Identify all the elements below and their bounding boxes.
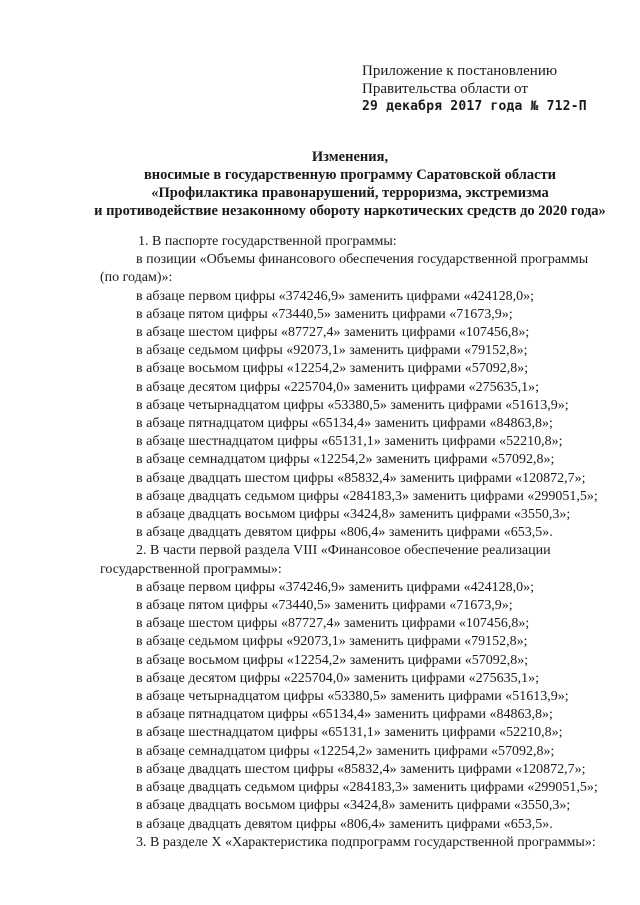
list-item: в абзаце пятнадцатом цифры «65134,4» заменить цифрами «84863,8»;: [136, 416, 553, 432]
section-1-list: [100, 288, 600, 543]
section-2-list: [100, 579, 600, 834]
list-item: в абзаце шестом цифры «87727,4» заменить цифрами «107456,8»;: [136, 325, 530, 341]
list-item: в абзаце восьмом цифры «12254,2» заменить цифрами «57092,8»;: [136, 652, 529, 668]
list-item: в абзаце двадцать девятом цифры «806,4» заменить цифрами «653,5».: [136, 525, 553, 541]
date-number-stamp: 29 декабря 2017 года № 712-П: [362, 99, 587, 114]
title-line-1: Изменения,: [311, 149, 389, 165]
list-item: в абзаце десятом цифры «225704,0» заменить цифрами «275635,1»;: [136, 379, 540, 395]
list-item: в абзаце десятом цифры «225704,0» заменить цифрами «275635,1»;: [136, 670, 540, 686]
header-line-1: Приложение к постановлению: [362, 63, 558, 79]
header-line-2: Правительства области от: [362, 81, 528, 97]
list-item: в абзаце пятнадцатом цифры «65134,4» заменить цифрами «84863,8»;: [136, 707, 553, 723]
list-item: в абзаце шестом цифры «87727,4» заменить цифрами «107456,8»;: [136, 616, 530, 632]
section-1-intro: в позиции «Объемы финансового обеспечения государственной программы: [136, 252, 589, 268]
section-2-heading: 2. В части первой раздела VIII «Финансовое обеспечение реализации: [136, 543, 551, 559]
section-3-heading: 3. В разделе X «Характеристика подпрограмм государственной программы»:: [136, 834, 596, 850]
list-item: в абзаце четырнадцатом цифры «53380,5» заменить цифрами «51613,9»;: [136, 689, 569, 705]
document-body: [100, 233, 600, 852]
list-item: в абзаце двадцать восьмом цифры «3424,8» заменить цифрами «3550,3»;: [136, 798, 571, 814]
section-2-heading-cont: государственной программы»:: [100, 561, 282, 577]
list-item: в абзаце двадцать седьмом цифры «284183,3» заменить цифрами «299051,5»;: [136, 488, 598, 504]
list-item: в абзаце двадцать восьмом цифры «3424,8» заменить цифрами «3550,3»;: [136, 507, 571, 523]
list-item: в абзаце семнадцатом цифры «12254,2» заменить цифрами «57092,8»;: [136, 743, 555, 759]
list-item: в абзаце четырнадцатом цифры «53380,5» заменить цифрами «51613,9»;: [136, 397, 569, 413]
list-item: в абзаце восьмом цифры «12254,2» заменить цифрами «57092,8»;: [136, 361, 529, 377]
list-item: в абзаце двадцать шестом цифры «85832,4» заменить цифрами «120872,7»;: [136, 761, 586, 777]
list-item: в абзаце двадцать седьмом цифры «284183,3» заменить цифрами «299051,5»;: [136, 780, 598, 796]
list-item: в абзаце седьмом цифры «92073,1» заменить цифрами «79152,8»;: [136, 634, 528, 650]
list-item: в абзаце первом цифры «374246,9» заменить цифрами «424128,0»;: [136, 579, 534, 595]
appendix-header: [362, 62, 612, 116]
list-item: в абзаце седьмом цифры «92073,1» заменить цифрами «79152,8»;: [136, 343, 528, 359]
title-line-4: и противодействие незаконному обороту наркотических средств до 2020 года»: [94, 203, 606, 219]
list-item: в абзаце первом цифры «374246,9» заменить цифрами «424128,0»;: [136, 288, 534, 304]
title-line-3: «Профилактика правонарушений, терроризма, экстремизма: [151, 185, 549, 201]
list-item: в абзаце двадцать девятом цифры «806,4» заменить цифрами «653,5».: [136, 816, 553, 832]
list-item: в абзаце шестнадцатом цифры «65131,1» заменить цифрами «52210,8»;: [136, 725, 563, 741]
list-item: в абзаце шестнадцатом цифры «65131,1» заменить цифрами «52210,8»;: [136, 434, 563, 450]
section-1-intro-cont: (по годам)»:: [100, 270, 173, 286]
document-title: [90, 148, 610, 220]
list-item: в абзаце пятом цифры «73440,5» заменить цифрами «71673,9»;: [136, 598, 513, 614]
title-line-2: вносимые в государственную программу Саратовской области: [143, 167, 557, 183]
list-item: в абзаце двадцать шестом цифры «85832,4» заменить цифрами «120872,7»;: [136, 470, 586, 486]
list-item: в абзаце семнадцатом цифры «12254,2» заменить цифрами «57092,8»;: [136, 452, 555, 468]
section-1-heading: 1. В паспорте государственной программы:: [138, 234, 397, 249]
list-item: в абзаце пятом цифры «73440,5» заменить цифрами «71673,9»;: [136, 306, 513, 322]
